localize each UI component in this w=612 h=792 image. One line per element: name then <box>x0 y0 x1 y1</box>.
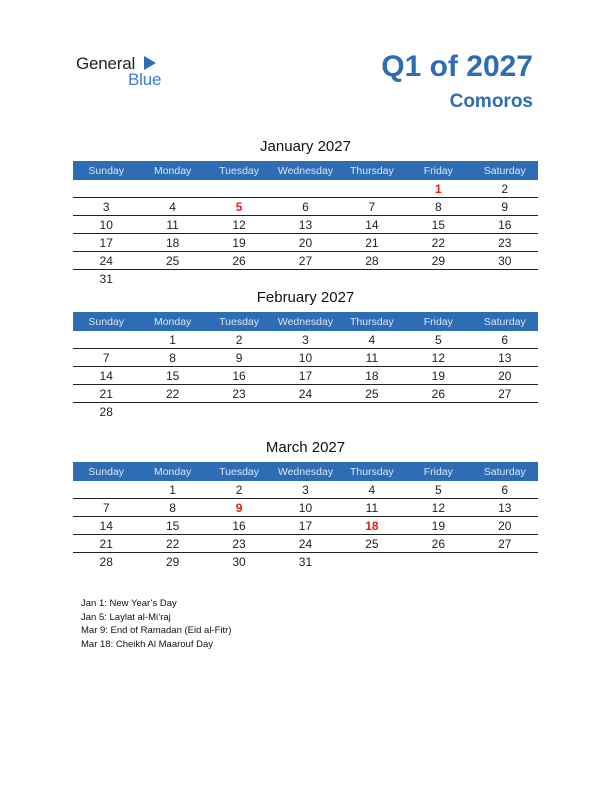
weekday-header: Wednesday <box>272 312 338 331</box>
day-cell: 11 <box>139 216 205 234</box>
day-cell: 22 <box>405 234 471 252</box>
day-cell: 22 <box>139 385 205 403</box>
day-cell: 19 <box>405 517 471 535</box>
day-cell: 2 <box>206 331 272 349</box>
country-name: Comoros <box>449 91 533 112</box>
weekday-header: Monday <box>139 462 205 481</box>
month-january <box>73 137 538 287</box>
day-cell: 25 <box>139 252 205 270</box>
day-cell: 15 <box>139 517 205 535</box>
day-cell <box>472 553 538 571</box>
day-cell: 17 <box>272 367 338 385</box>
day-cell: 23 <box>206 385 272 403</box>
holiday-notes <box>81 597 231 651</box>
page-title: Q1 of 2027 <box>381 50 533 83</box>
day-cell: 16 <box>472 216 538 234</box>
weekday-header: Friday <box>405 161 471 180</box>
day-cell: 21 <box>73 535 139 553</box>
day-cell: 1 <box>405 180 471 198</box>
logo-text-general: General <box>76 54 136 73</box>
week-row <box>73 331 538 349</box>
day-cell: 23 <box>206 535 272 553</box>
weekday-header: Sunday <box>73 312 139 331</box>
day-cell <box>73 180 139 198</box>
day-cell <box>139 270 205 288</box>
day-cell <box>472 270 538 288</box>
day-cell <box>73 481 139 499</box>
day-cell: 12 <box>405 499 471 517</box>
day-cell: 1 <box>139 481 205 499</box>
generalblue-logo <box>76 52 176 92</box>
day-cell: 13 <box>472 349 538 367</box>
week-row <box>73 403 538 421</box>
day-cell: 28 <box>99 554 113 569</box>
day-cell: 13 <box>272 216 338 234</box>
day-cell: 12 <box>206 216 272 234</box>
day-cell: 14 <box>73 367 139 385</box>
day-cell: 3 <box>73 198 139 216</box>
day-cell: 8 <box>139 499 205 517</box>
day-cell <box>139 403 205 421</box>
day-cell: 14 <box>339 216 405 234</box>
weekday-header: Thursday <box>339 161 405 180</box>
weekday-header: Monday <box>139 312 205 331</box>
day-cell: 21 <box>339 234 405 252</box>
day-cell: 31 <box>298 554 313 569</box>
day-cell: 28 <box>99 404 113 419</box>
week-row <box>73 481 538 499</box>
day-cell: 6 <box>472 481 538 499</box>
day-cell: 27 <box>272 252 338 270</box>
week-row <box>73 553 538 571</box>
week-row <box>73 517 538 535</box>
day-cell: 20 <box>272 234 338 252</box>
day-cell <box>73 331 139 349</box>
month-march <box>73 438 538 570</box>
week-row <box>73 270 538 288</box>
day-cell: 11 <box>339 499 405 517</box>
day-cell <box>206 180 272 198</box>
day-cell: 12 <box>405 349 471 367</box>
week-row <box>73 535 538 553</box>
day-cell: 3 <box>272 481 338 499</box>
day-cell: 1 <box>139 331 205 349</box>
day-cell <box>405 553 471 571</box>
day-cell <box>272 270 338 288</box>
day-cell: 23 <box>472 234 538 252</box>
week-row <box>73 216 538 234</box>
day-cell: 26 <box>405 535 471 553</box>
day-cell: 7 <box>73 349 139 367</box>
day-cell: 4 <box>339 331 405 349</box>
weekday-header: Friday <box>405 312 471 331</box>
day-cell: 20 <box>472 517 538 535</box>
week-row <box>73 349 538 367</box>
day-cell: 25 <box>339 535 405 553</box>
calendar-table <box>73 312 538 420</box>
weekday-header: Tuesday <box>206 462 272 481</box>
day-cell: 14 <box>73 517 139 535</box>
day-cell: 9 <box>206 349 272 367</box>
week-row <box>73 252 538 270</box>
day-cell: 25 <box>339 385 405 403</box>
day-cell <box>405 403 471 421</box>
day-cell <box>339 553 405 571</box>
month-title: February 2027 <box>256 289 355 306</box>
day-cell: 26 <box>405 385 471 403</box>
day-cell <box>206 270 272 288</box>
holiday-note: Jan 1: New Year’s Day <box>81 598 177 609</box>
calendar-table <box>73 462 538 570</box>
day-cell: 10 <box>272 499 338 517</box>
week-row <box>73 499 538 517</box>
holiday-note: Mar 9: End of Ramadan (Eid al-Fitr) <box>81 625 232 636</box>
day-cell: 10 <box>272 349 338 367</box>
weekday-header: Tuesday <box>206 161 272 180</box>
day-cell: 10 <box>73 216 139 234</box>
day-cell: 21 <box>73 385 139 403</box>
day-cell: 24 <box>272 385 338 403</box>
weekday-header: Wednesday <box>272 462 338 481</box>
week-row <box>73 234 538 252</box>
day-cell: 7 <box>339 198 405 216</box>
day-cell: 7 <box>73 499 139 517</box>
day-cell <box>139 180 205 198</box>
day-cell: 19 <box>405 367 471 385</box>
logo-text-blue: Blue <box>128 70 162 89</box>
day-cell <box>339 180 405 198</box>
day-cell: 18 <box>139 234 205 252</box>
weekday-header: Sunday <box>73 161 139 180</box>
day-cell: 2 <box>206 481 272 499</box>
calendar-table <box>73 161 538 287</box>
weekday-header: Thursday <box>339 462 405 481</box>
day-cell: 16 <box>206 517 272 535</box>
day-cell: 8 <box>405 198 471 216</box>
day-cell <box>206 403 272 421</box>
weekday-header: Tuesday <box>206 312 272 331</box>
weekday-header: Thursday <box>339 312 405 331</box>
weekday-header: Sunday <box>73 462 139 481</box>
day-cell: 15 <box>139 367 205 385</box>
day-cell: 27 <box>472 535 538 553</box>
day-cell: 28 <box>339 252 405 270</box>
day-cell: 11 <box>339 349 405 367</box>
day-cell: 6 <box>272 198 338 216</box>
month-title: March 2027 <box>265 439 346 456</box>
day-cell: 31 <box>99 271 113 286</box>
day-cell: 8 <box>139 349 205 367</box>
day-cell: 16 <box>206 367 272 385</box>
weekday-header: Saturday <box>472 161 538 180</box>
day-cell <box>272 180 338 198</box>
week-row <box>73 367 538 385</box>
day-cell: 2 <box>472 180 538 198</box>
day-cell: 19 <box>206 234 272 252</box>
day-cell: 18 <box>339 517 405 535</box>
day-cell: 24 <box>272 535 338 553</box>
day-cell: 29 <box>405 252 471 270</box>
week-row <box>73 385 538 403</box>
day-cell <box>272 403 338 421</box>
weekday-header: Saturday <box>472 462 538 481</box>
day-cell: 9 <box>206 499 272 517</box>
day-cell: 4 <box>139 198 205 216</box>
week-row <box>73 180 538 198</box>
weekday-header: Saturday <box>472 312 538 331</box>
day-cell: 30 <box>472 252 538 270</box>
day-cell: 29 <box>165 554 180 569</box>
day-cell: 24 <box>73 252 139 270</box>
month-title: January 2027 <box>260 138 351 155</box>
logo-flag-icon <box>144 56 156 70</box>
day-cell: 18 <box>339 367 405 385</box>
weekday-header: Monday <box>139 161 205 180</box>
holiday-note: Mar 18: Cheikh Al Maarouf Day <box>81 638 214 650</box>
day-cell: 27 <box>472 385 538 403</box>
day-cell: 22 <box>139 535 205 553</box>
holiday-note: Jan 5: Laylat al-Mi’raj <box>81 611 171 623</box>
day-cell: 15 <box>405 216 471 234</box>
week-row <box>73 198 538 216</box>
day-cell <box>472 403 538 421</box>
day-cell: 5 <box>405 481 471 499</box>
day-cell: 6 <box>472 331 538 349</box>
day-cell: 26 <box>206 252 272 270</box>
day-cell: 9 <box>472 198 538 216</box>
day-cell <box>339 270 405 288</box>
day-cell: 17 <box>73 234 139 252</box>
weekday-header: Wednesday <box>272 161 338 180</box>
day-cell: 3 <box>272 331 338 349</box>
day-cell: 13 <box>472 499 538 517</box>
day-cell: 20 <box>472 367 538 385</box>
day-cell: 5 <box>206 198 272 216</box>
day-cell: 4 <box>339 481 405 499</box>
weekday-header: Friday <box>405 462 471 481</box>
day-cell <box>405 270 471 288</box>
day-cell: 17 <box>272 517 338 535</box>
month-february <box>73 288 538 420</box>
day-cell: 30 <box>232 554 246 569</box>
day-cell <box>339 403 405 421</box>
day-cell: 5 <box>405 331 471 349</box>
